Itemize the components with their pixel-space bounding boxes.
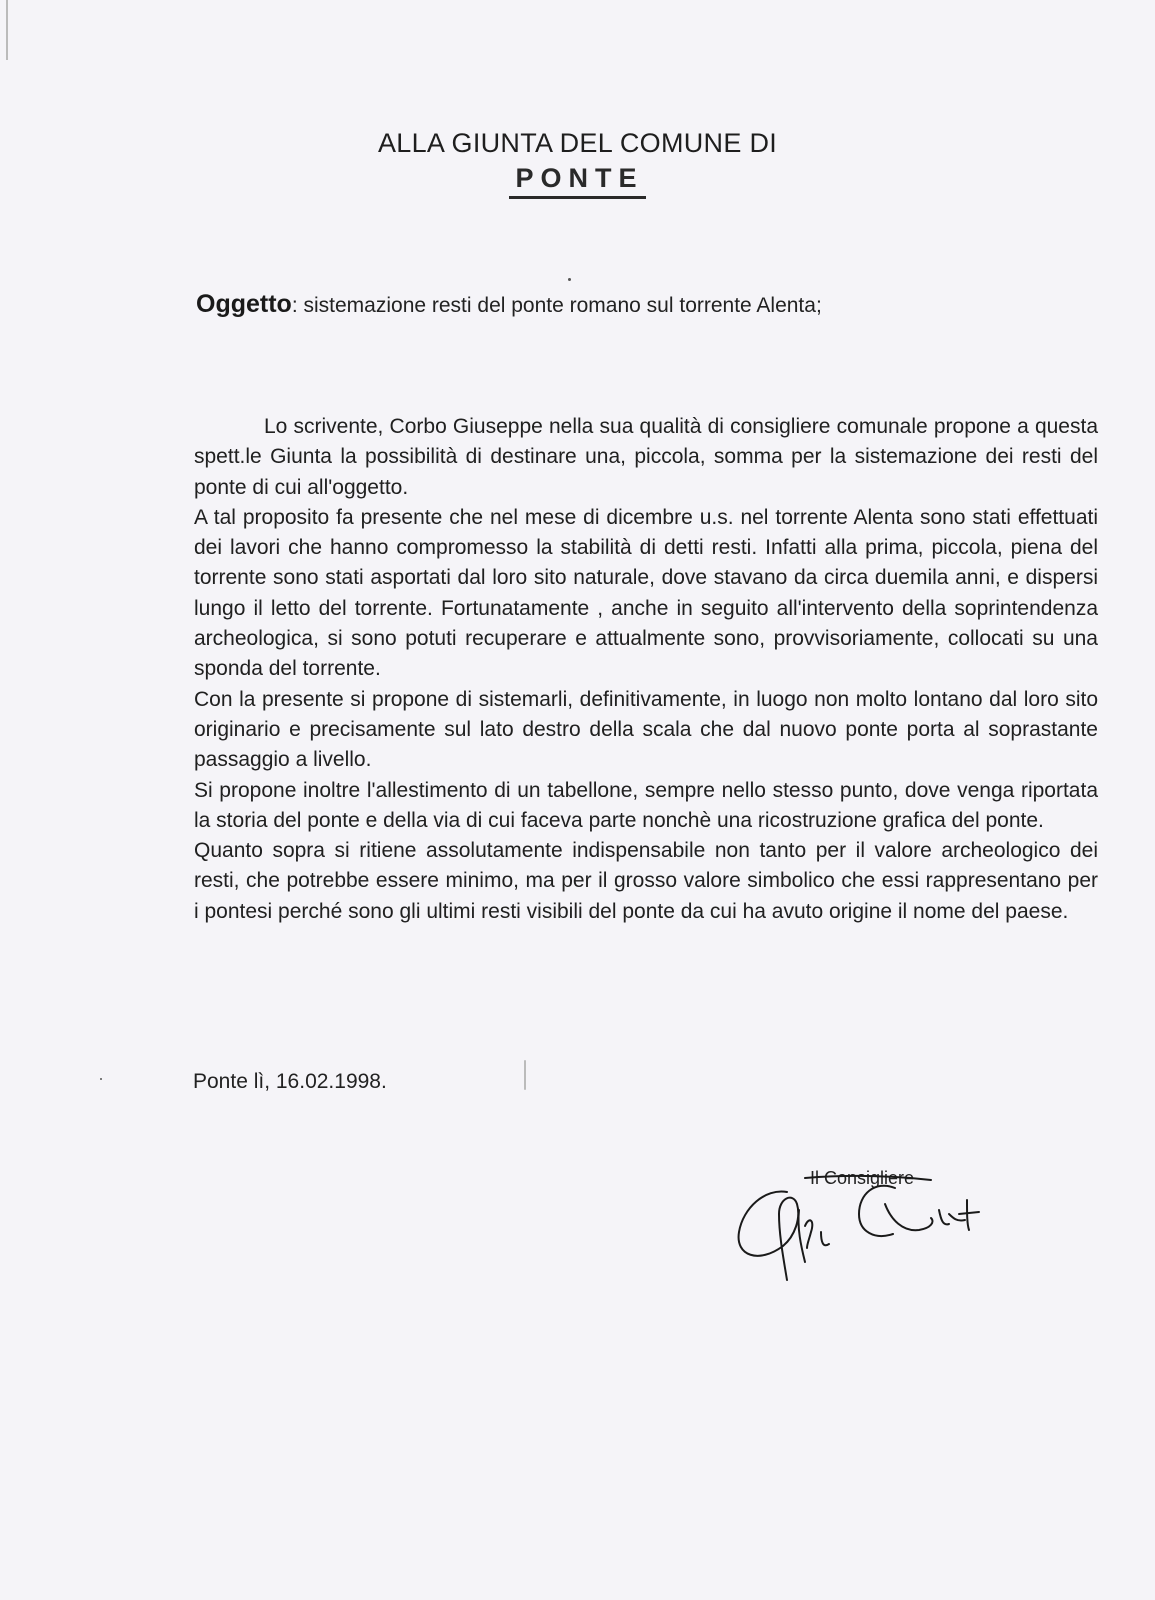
subject-label: Oggetto: [196, 290, 292, 318]
scan-edge-mark: [6, 0, 8, 60]
scan-speck: [568, 278, 571, 281]
subject-line: [196, 290, 1096, 319]
signer-title: Il Consigliere: [810, 1168, 915, 1188]
addressee-line: ALLA GIUNTA DEL COMUNE DI: [377, 128, 778, 158]
body-paragraph: Lo scrivente, Corbo Giuseppe nella sua qualità di consigliere comunale propone a questa spett.le Giunta la possibilità di destinare una, piccola, somma per la sistemazione dei resti del ponte di cui all'oggetto.: [194, 415, 1098, 499]
body-paragraph: Si propone inoltre l'allestimento di un tabellone, sempre nello stesso punto, dove venga riportata la storia del ponte e della via di cui faceva parte nonchè una ricostruzione grafica del ponte.: [194, 778, 1098, 832]
body-paragraph: A tal proposito fa presente che nel mese di dicembre u.s. nel torrente Alenta sono stati effettuati dei lavori che hanno compromesso la stabilità di detti resti. Infatti alla prima, piccola, piena del torrente sono stati asportati dal loro sito naturale, dove stavano da circa duemila anni, e dispersi lungo il letto del torrente. Fortunatamente , anche in seguito all'intervento della soprintendenza archeologica, si sono potuti recuperare e attualmente sono, provvisoriamente, collocati su una sponda del torrente.: [194, 505, 1098, 681]
letter-date: Ponte lì, 16.02.1998.: [193, 1070, 387, 1093]
scan-speck: [524, 1060, 526, 1090]
body-paragraph: Con la presente si propone di sistemarli, definitivamente, in luogo non molto lontano dal loro sito originario e precisamente sul lato destro della scala che dal nuovo ponte porta al soprastante passaggio a livello.: [194, 687, 1098, 772]
scan-speck: [100, 1078, 102, 1080]
letter-body: [194, 412, 1098, 927]
handwritten-signature: [735, 1170, 995, 1290]
letter-heading: [0, 128, 1155, 199]
subject-text: : sistemazione resti del ponte romano sul torrente Alenta;: [291, 294, 822, 317]
body-paragraph: Quanto sopra si ritiene assolutamente indispensabile non tanto per il valore archeologico dei resti, che potrebbe essere minimo, ma per il grosso valore simbolico che essi rappresentano per i pontesi perché sono gli ultimi resti visibili del ponte da cui ha avuto origine il nome del paese.: [194, 839, 1098, 923]
municipality-name: PONTE: [509, 163, 645, 199]
